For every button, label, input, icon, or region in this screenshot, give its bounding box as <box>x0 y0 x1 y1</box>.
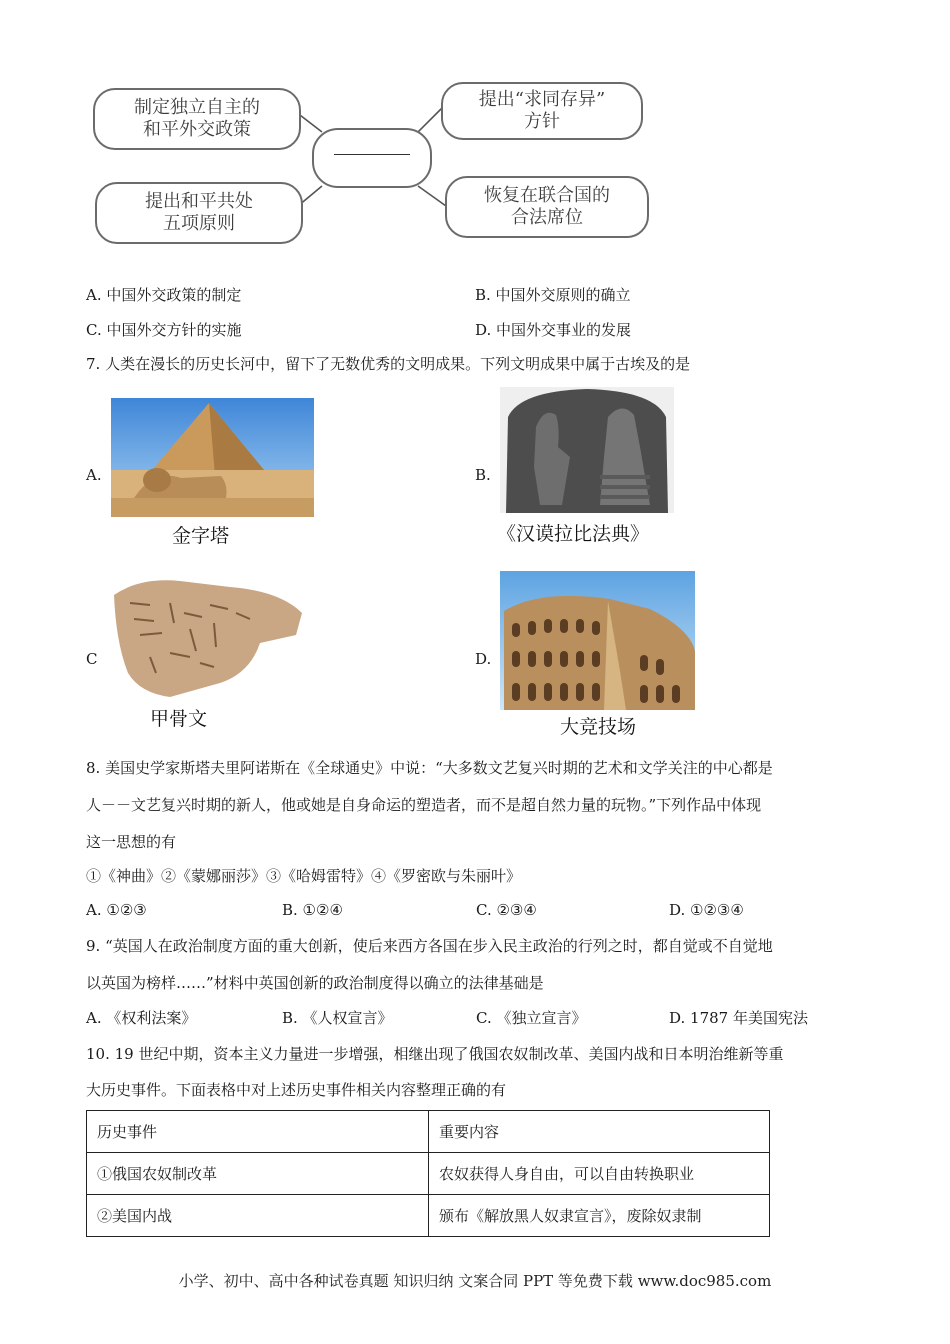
diagram-center-blank <box>312 128 432 188</box>
q9-line-1: 9. “英国人在政治制度方面的重大创新，使后来西方各国在步入民主政治的行列之时，都自觉或不自觉地 <box>86 937 773 955</box>
q10-line-1: 10. 19 世纪中期，资本主义力量进一步增强，相继出现了俄国农奴制改革、美国内战和日本明治维新等重 <box>86 1045 784 1063</box>
q7-option-a-letter: A. <box>86 466 102 484</box>
q6-option-c: C. 中国外交方针的实施 <box>86 321 242 339</box>
q9-option-c: C. 《独立宣言》 <box>476 1009 587 1027</box>
q6-option-b: B. 中国外交原则的确立 <box>475 286 631 304</box>
q9-option-a: A. 《权利法案》 <box>86 1009 197 1027</box>
q8-option-b: B. ①②④ <box>282 901 343 919</box>
q9-option-d: D. 1787 年美国宪法 <box>669 1009 808 1027</box>
table-header-cell: 重要内容 <box>429 1111 770 1153</box>
q7-option-b-letter: B. <box>475 466 491 484</box>
table-row <box>87 1195 770 1237</box>
q7-option-c-letter: C <box>86 650 98 668</box>
q10-line-2: 大历史事件。下面表格中对上述历史事件相关内容整理正确的有 <box>86 1081 507 1099</box>
q8-items: ①《神曲》②《蒙娜丽莎》③《哈姆雷特》④《罗密欧与朱丽叶》 <box>86 867 522 885</box>
hammurabi-stele-photo <box>500 387 674 513</box>
q8-line-2: 人－－文艺复兴时期的新人，他或她是自身命运的塑造者，而不是超自然力量的玩物。”下列作品中体现 <box>86 796 762 814</box>
q7-stem: 7. 人类在漫长的历史长河中，留下了无数优秀的文明成果。下列文明成果中属于古埃及的是 <box>86 355 691 373</box>
q8-option-d: D. ①②③④ <box>669 901 744 919</box>
table-header-row <box>87 1111 770 1153</box>
table-header-cell: 历史事件 <box>87 1111 429 1153</box>
q8-line-1: 8. 美国史学家斯塔夫里阿诺斯在《全球通史》中说：“大多数文艺复兴时期的艺术和文学关注的中心都是 <box>86 759 773 777</box>
page-footer: 小学、初中、高中各种试卷真题 知识归纳 文案合同 PPT 等免费下载 www.doc985.com <box>178 1272 772 1290</box>
q8-line-3: 这一思想的有 <box>86 833 177 851</box>
table-cell: 农奴获得人身自由，可以自由转换职业 <box>429 1153 770 1195</box>
q8-option-a: A. ①②③ <box>86 901 147 919</box>
history-events-table <box>86 1110 770 1237</box>
pyramid-photo <box>111 398 314 517</box>
q7-option-a-caption: 金字塔 <box>172 525 230 547</box>
q7-option-b-caption: 《汉谟拉比法典》 <box>497 523 650 545</box>
q6-option-d: D. 中国外交事业的发展 <box>475 321 632 339</box>
q8-option-c: C. ②③④ <box>476 901 537 919</box>
table-cell: ①俄国农奴制改革 <box>87 1153 429 1195</box>
table-cell: ②美国内战 <box>87 1195 429 1237</box>
diagram-node-policy-guideline: 提出“求同存异” 方针 <box>441 82 643 140</box>
table-cell: 颁布《解放黑人奴隶宣言》，废除奴隶制 <box>429 1195 770 1237</box>
diagram-node-policy: 制定独立自主的 和平外交政策 <box>93 88 301 150</box>
oracle-bone-photo <box>110 573 306 699</box>
q6-option-a: A. 中国外交政策的制定 <box>86 286 242 304</box>
q9-line-2: 以英国为榜样……”材料中英国创新的政治制度得以确立的法律基础是 <box>86 974 544 992</box>
table-row <box>87 1153 770 1195</box>
colosseum-photo <box>500 571 695 710</box>
diagram-node-un-seat: 恢复在联合国的 合法席位 <box>445 176 649 238</box>
diagram-node-five-principles: 提出和平共处 五项原则 <box>95 182 303 244</box>
q9-option-b: B. 《人权宣言》 <box>282 1009 393 1027</box>
q7-option-d-letter: D. <box>475 650 492 668</box>
blank-line <box>334 154 410 155</box>
q7-option-d-caption: 大竞技场 <box>560 716 637 738</box>
q7-option-c-caption: 甲骨文 <box>150 708 208 730</box>
